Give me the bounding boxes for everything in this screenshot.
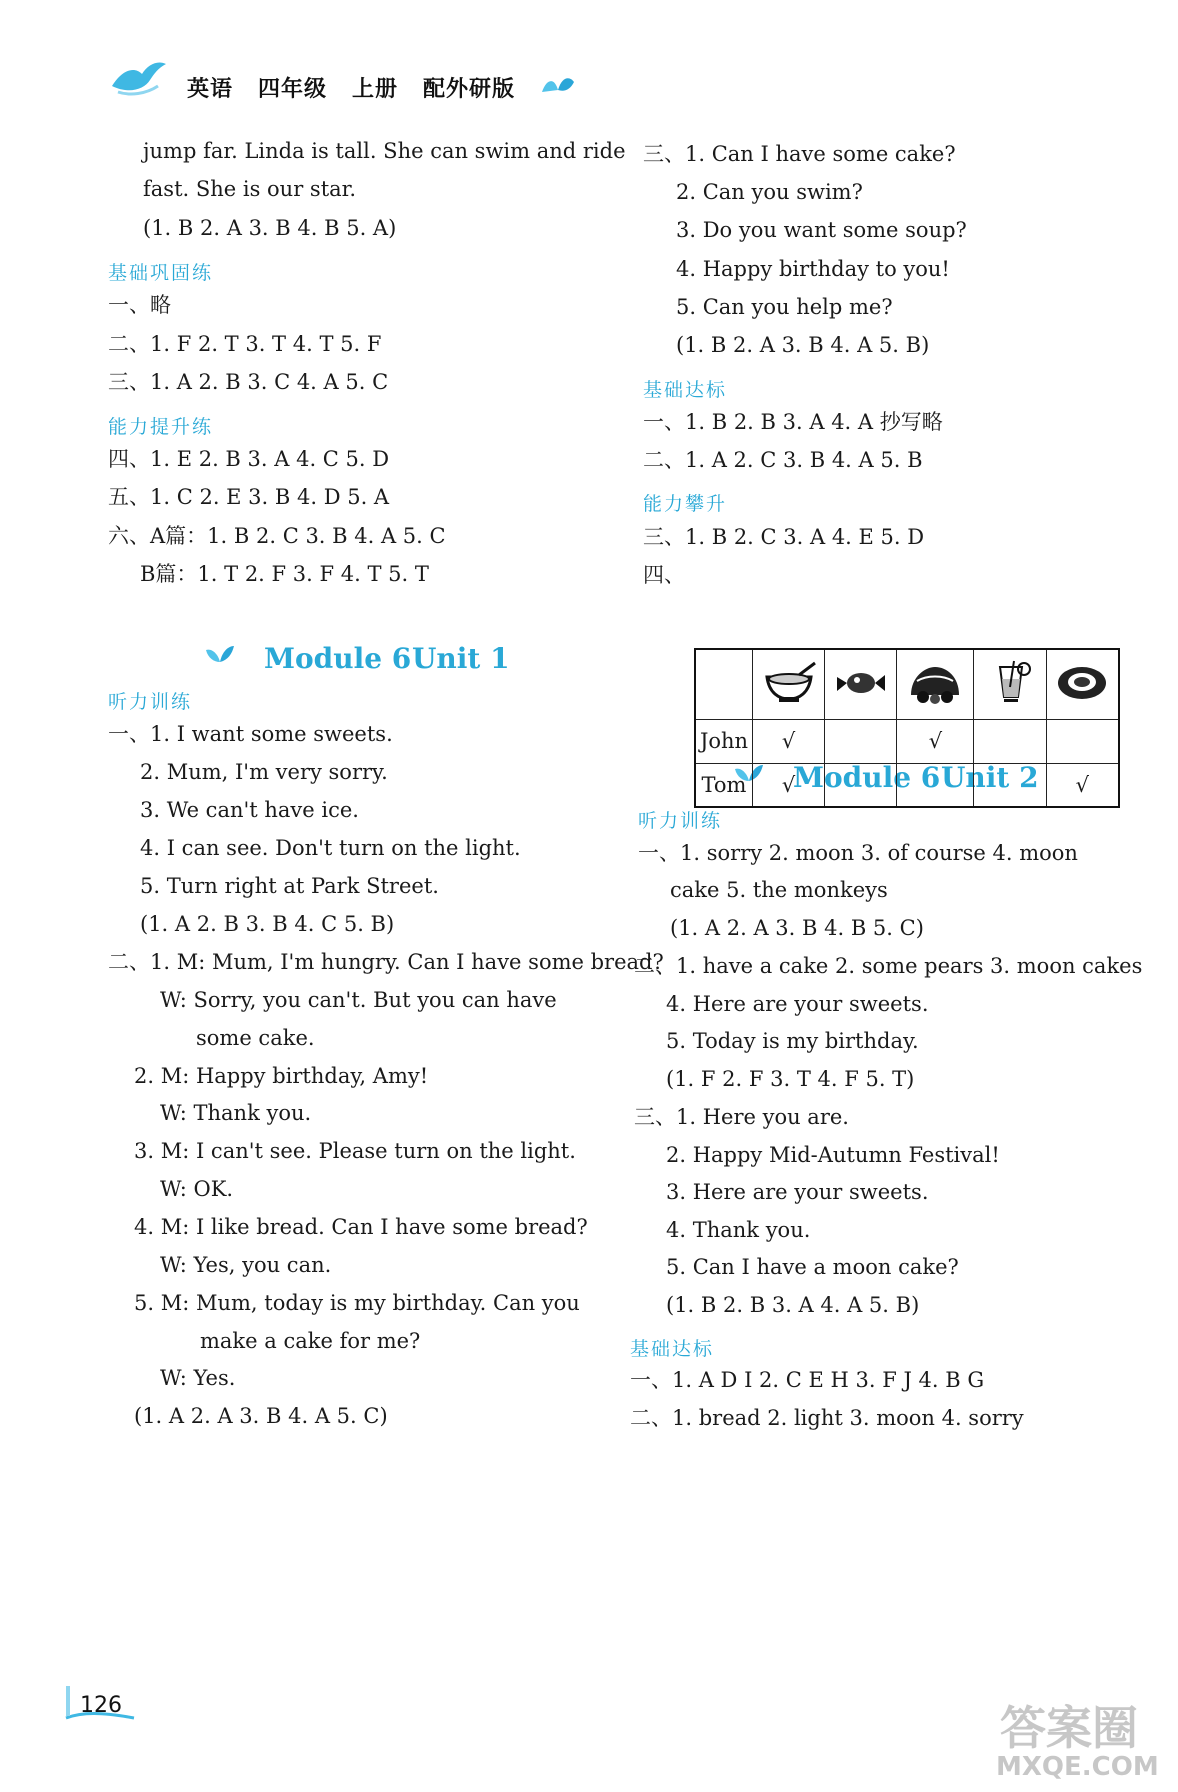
- answer-line: B篇：1. T 2. F 3. F 4. T 5. T: [140, 562, 429, 586]
- header-volume: 上册: [352, 77, 399, 102]
- section-heading: 能力提升练: [108, 416, 214, 438]
- section-heading: 基础达标: [630, 1338, 715, 1360]
- answer-line: 3. Here are your sweets.: [666, 1180, 929, 1204]
- answer-line: 3. M: I can't see. Please turn on the light.: [134, 1139, 576, 1163]
- table-cell: [825, 719, 897, 763]
- bird-logo-icon: [108, 56, 168, 100]
- answer-line: fast. She is our star.: [143, 177, 357, 201]
- answer-line: 4. Thank you.: [666, 1218, 811, 1242]
- table-row-name: Tom: [695, 763, 753, 807]
- table-row: [695, 763, 1119, 807]
- answer-line: some cake.: [196, 1026, 315, 1050]
- table-cell: [1046, 719, 1119, 763]
- section-heading: 基础巩固练: [108, 262, 214, 284]
- answer-line: (1. B 2. B 3. A 4. A 5. B): [666, 1293, 920, 1317]
- section-heading: 基础达标: [643, 379, 728, 401]
- table-cell: √: [897, 719, 974, 763]
- answer-line: 四、: [643, 563, 685, 587]
- unit-title: Unit 1: [412, 642, 510, 675]
- table-cell: [825, 763, 897, 807]
- answer-line: W: Sorry, you can't. But you can have: [160, 988, 557, 1012]
- answer-line: 三、1. Here you are.: [634, 1105, 849, 1129]
- answer-line: W: Yes, you can.: [160, 1253, 332, 1277]
- answer-line: 4. Happy birthday to you!: [676, 257, 950, 281]
- answer-line: 一、1. A D I 2. C E H 3. F J 4. B G: [630, 1368, 985, 1392]
- answer-line: make a cake for me?: [200, 1329, 421, 1353]
- answer-line: 3. Do you want some soup?: [676, 218, 967, 242]
- answer-line: 二、1. bread 2. light 3. moon 4. sorry: [630, 1406, 1024, 1430]
- answer-line: 5. Today is my birthday.: [666, 1029, 919, 1053]
- table-cell: [974, 763, 1046, 807]
- section-heading: 能力攀升: [643, 493, 728, 515]
- plate-icon: [1046, 649, 1119, 719]
- module-title: Module 6: [264, 642, 412, 675]
- answer-line: (1. A 2. A 3. B 4. A 5. C): [134, 1404, 388, 1428]
- answer-line: 4. M: I like bread. Can I have some bread?: [134, 1215, 588, 1239]
- answer-line: 六、A篇：1. B 2. C 3. B 4. A 5. C: [108, 524, 446, 548]
- unit-title: Unit 2: [941, 761, 1039, 794]
- answer-line: 2. Mum, I'm very sorry.: [140, 760, 388, 784]
- answer-line: (1. A 2. B 3. B 4. C 5. B): [140, 912, 395, 936]
- table-cell: √: [753, 763, 825, 807]
- answer-line: (1. F 2. F 3. T 4. F 5. T): [666, 1067, 915, 1091]
- table-cell: √: [1046, 763, 1119, 807]
- leaf-icon: [204, 644, 236, 666]
- sweets-icon: [825, 649, 897, 719]
- answer-line: 2. Happy Mid-Autumn Festival!: [666, 1143, 1000, 1167]
- answer-line: 3. We can't have ice.: [140, 798, 359, 822]
- table-row-name: John: [695, 719, 753, 763]
- module-title: Module 6: [793, 761, 941, 794]
- page-number: 126: [80, 1693, 122, 1718]
- answer-line: 5. Turn right at Park Street.: [140, 874, 439, 898]
- answer-line: (1. B 2. A 3. B 4. A 5. B): [676, 333, 930, 357]
- answer-line: W: OK.: [160, 1177, 234, 1201]
- table-cell: [974, 719, 1046, 763]
- table-corner: [695, 649, 753, 719]
- header-edition: 配外研版: [423, 77, 516, 102]
- soup-bowl-icon: [753, 649, 825, 719]
- answer-line: 一、略: [108, 293, 171, 317]
- section-heading: 听力训练: [108, 691, 193, 713]
- answer-line: 5. Can I have a moon cake?: [666, 1255, 959, 1279]
- header-subject: 英语: [187, 77, 234, 102]
- answer-line: 四、1. E 2. B 3. A 4. C 5. D: [108, 447, 390, 471]
- leaf-icon: [540, 74, 576, 96]
- answer-line: 一、1. sorry 2. moon 3. of course 4. moon: [638, 841, 1078, 865]
- watermark-url: MXQE.COM: [996, 1752, 1159, 1782]
- answer-line: 一、1. B 2. B 3. A 4. A 抄写略: [643, 410, 943, 434]
- answer-line: cake 5. the monkeys: [670, 878, 888, 902]
- answer-line: (1. B 2. A 3. B 4. B 5. A): [143, 216, 397, 240]
- table-cell: [897, 763, 974, 807]
- answer-line: W: Yes.: [160, 1366, 236, 1390]
- answer-line: 二、1. A 2. C 3. B 4. A 5. B: [643, 448, 923, 472]
- cake-icon: [897, 649, 974, 719]
- answer-line: 2. Can you swim?: [676, 180, 863, 204]
- watermark-logo: 答案圈: [1000, 1701, 1138, 1755]
- answer-line: 二、1. have a cake 2. some pears 3. moon cakes: [634, 954, 1143, 978]
- answer-line: 二、1. M: Mum, I'm hungry. Can I have some bread?: [108, 950, 664, 974]
- table-cell: √: [753, 719, 825, 763]
- answer-line: 5. Can you help me?: [676, 295, 893, 319]
- answer-line: 一、1. I want some sweets.: [108, 722, 393, 746]
- answer-line: 五、1. C 2. E 3. B 4. D 5. A: [108, 485, 390, 509]
- answer-line: 三、1. A 2. B 3. C 4. A 5. C: [108, 370, 389, 394]
- header-grade: 四年级: [258, 77, 328, 102]
- answer-line: 4. I can see. Don't turn on the light.: [140, 836, 521, 860]
- answer-line: 三、1. B 2. C 3. A 4. E 5. D: [643, 525, 925, 549]
- answer-line: 三、1. Can I have some cake?: [643, 142, 956, 166]
- juice-icon: [974, 649, 1046, 719]
- answer-line: 5. M: Mum, today is my birthday. Can you: [134, 1291, 580, 1315]
- answer-line: jump far. Linda is tall. She can swim and ride: [143, 139, 626, 163]
- answer-line: 2. M: Happy birthday, Amy!: [134, 1064, 429, 1088]
- answer-line: (1. A 2. A 3. B 4. B 5. C): [670, 916, 924, 940]
- section-heading: 听力训练: [638, 810, 723, 832]
- answer-line: W: Thank you.: [160, 1101, 312, 1125]
- food-table: [694, 648, 1120, 808]
- answer-line: 4. Here are your sweets.: [666, 992, 929, 1016]
- answer-line: 二、1. F 2. T 3. T 4. T 5. F: [108, 332, 382, 356]
- table-row: [695, 719, 1119, 763]
